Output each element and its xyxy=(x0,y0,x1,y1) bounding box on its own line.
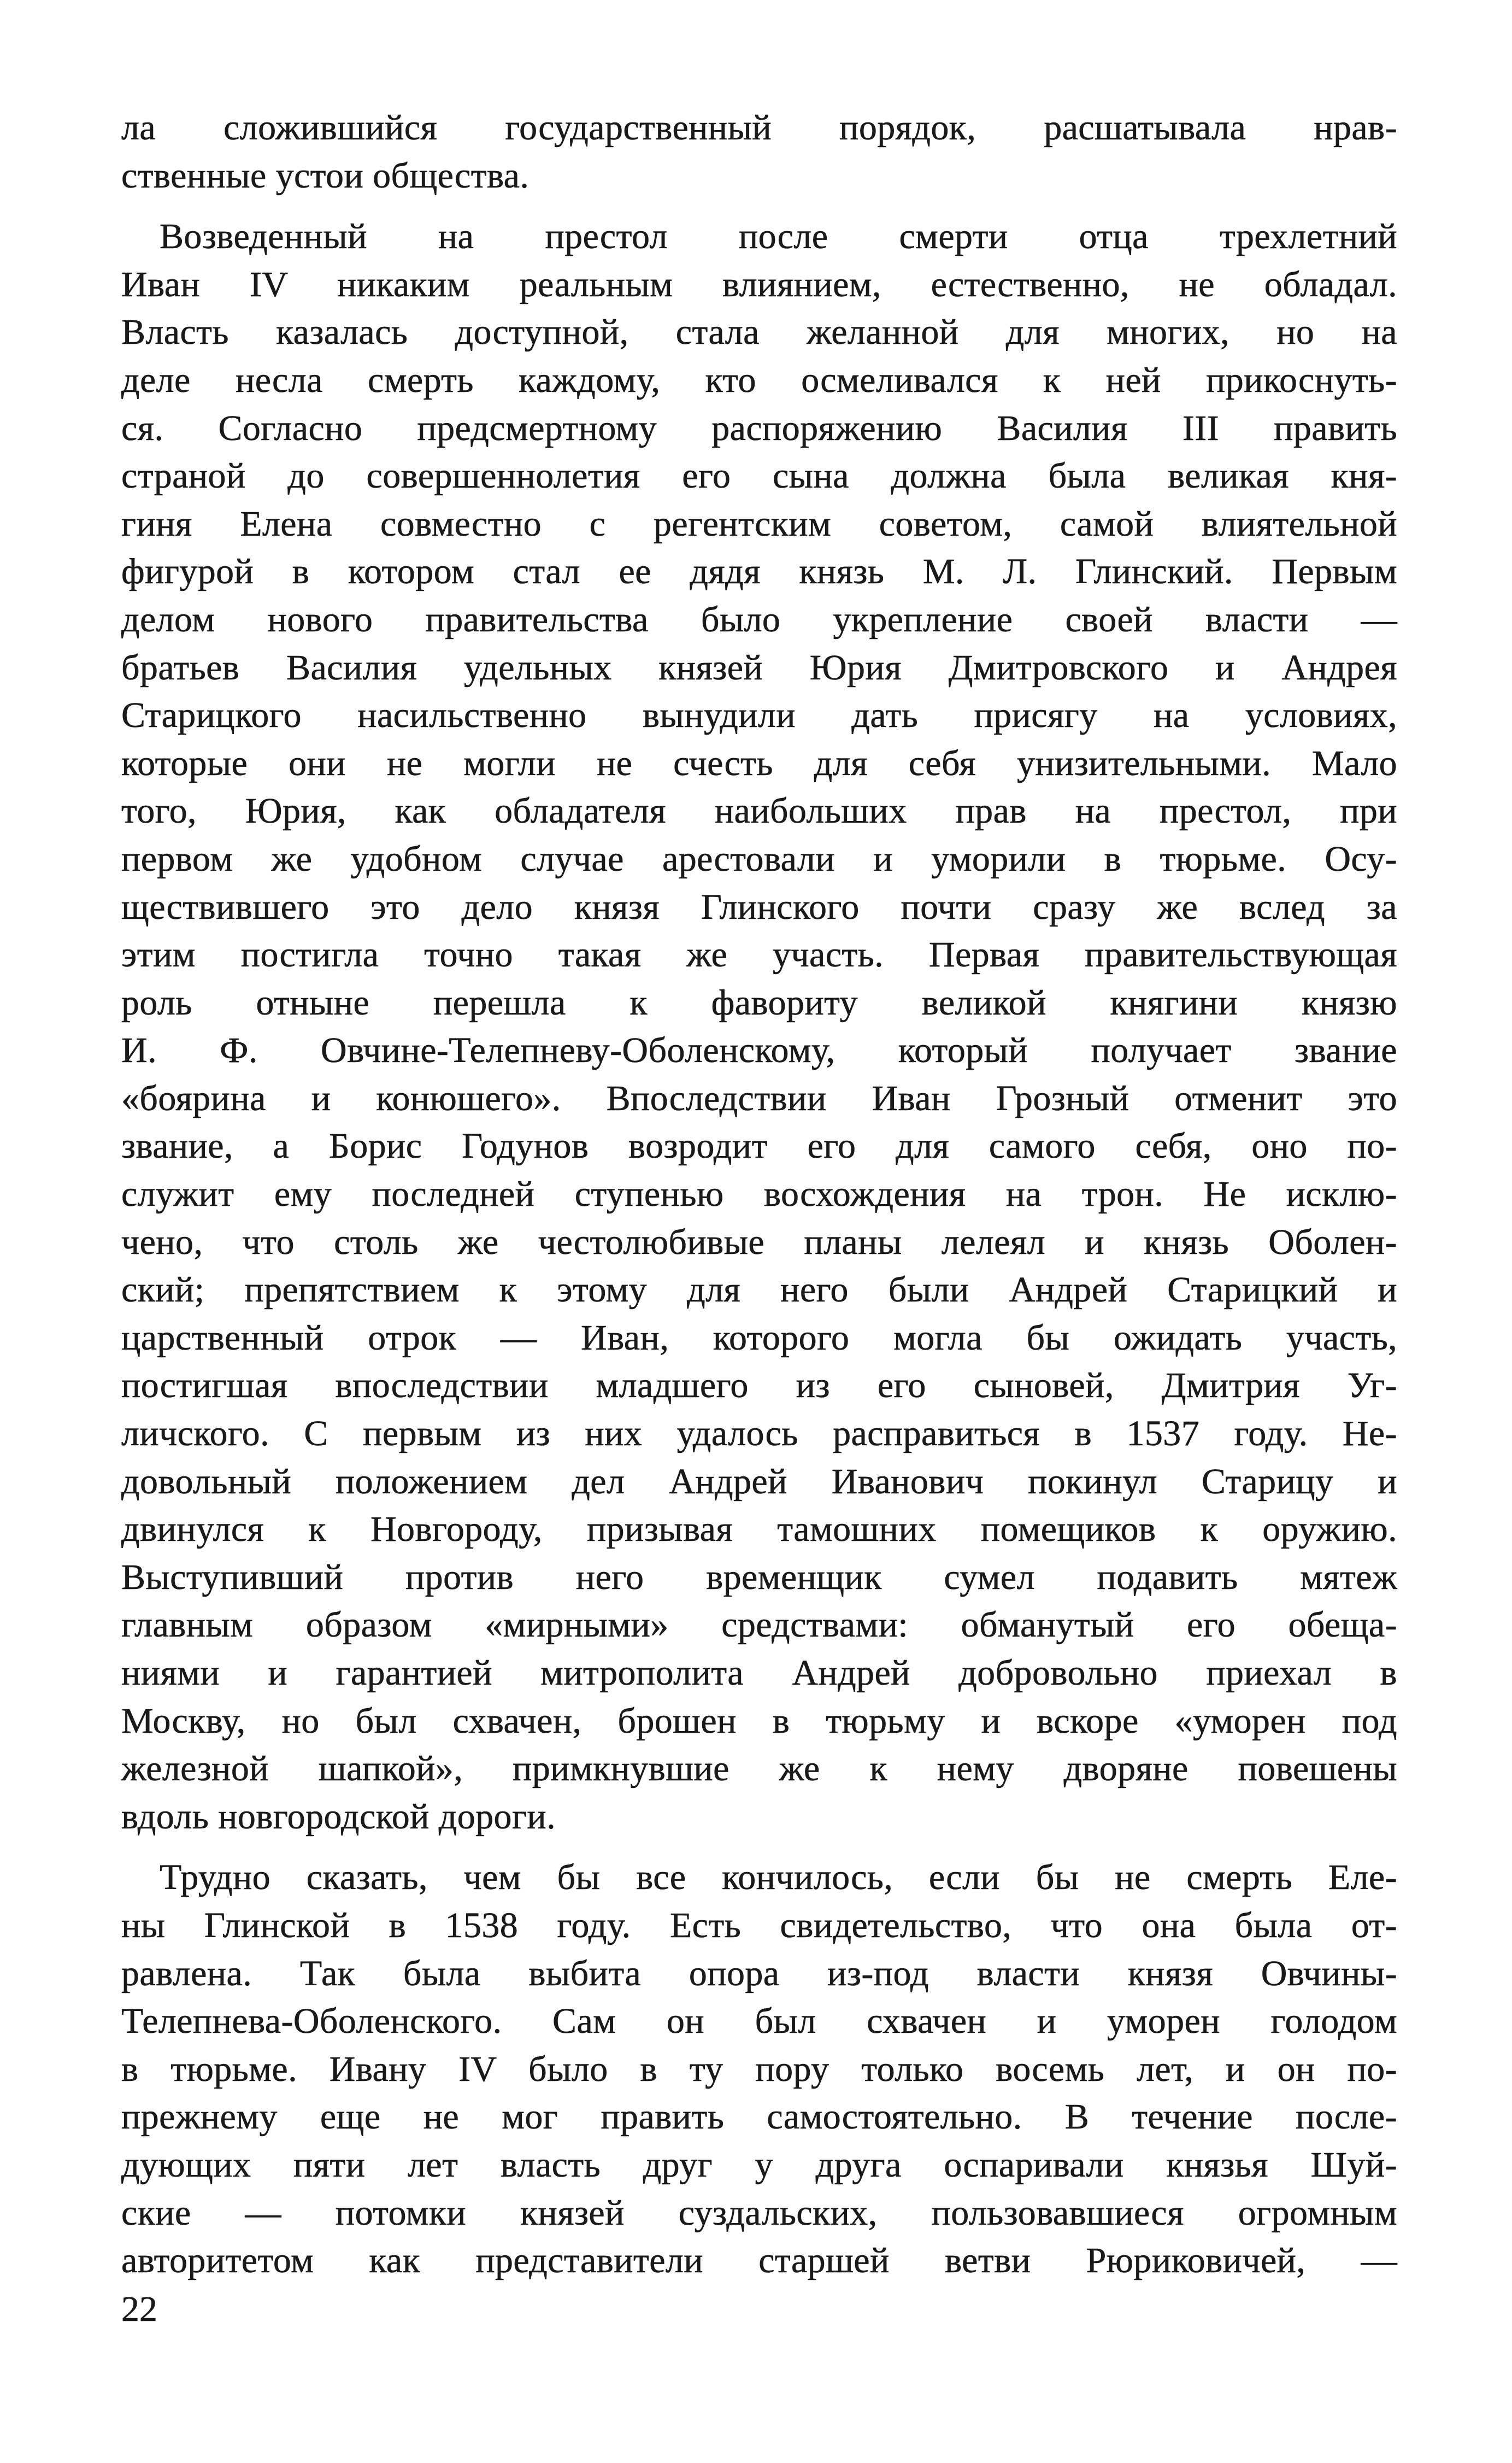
paragraph xyxy=(121,104,1397,200)
text-line: Старицкого насильственно вынудили дать присягу на условиях, xyxy=(121,695,1397,736)
text-line: ны Глинской в 1538 году. Есть свидетельство, что она была от- xyxy=(121,1905,1397,1945)
text-line: довольный положением дел Андрей Иванович покинул Старицу и xyxy=(121,1461,1397,1502)
text-line: постигшая впоследствии младшего из его сыновей, Дмитрия Уг- xyxy=(121,1365,1397,1406)
text-line: ские — потомки князей суздальских, пользовавшиеся огромным xyxy=(121,2192,1397,2233)
text-line: братьев Василия удельных князей Юрия Дмитровского и Андрея xyxy=(121,647,1397,688)
text-line: ществившего это дело князя Глинского почти сразу же вслед за xyxy=(121,887,1397,927)
text-line: Телепнева-Оболенского. Сам он был схвачен и уморен голодом xyxy=(121,2001,1397,2042)
paragraph xyxy=(121,1854,1397,2284)
text-line: этим постигла точно такая же участь. Первая правительствующая xyxy=(121,935,1397,975)
page-number: 22 xyxy=(121,2289,157,2329)
paragraph xyxy=(121,213,1397,1840)
text-line: роль отныне перешла к фавориту великой княгини князю xyxy=(121,982,1397,1023)
text-line: ла сложившийся государственный порядок, расшатывала нрав- xyxy=(121,108,1397,148)
text-line: Москву, но был схвачен, брошен в тюрьму и вскоре «уморен под xyxy=(121,1700,1397,1741)
text-line: И. Ф. Овчине-Телепневу-Оболенскому, который получает звание xyxy=(121,1030,1397,1071)
text-line: прежнему еще не мог править самостоятельно. В течение после- xyxy=(121,2097,1397,2137)
text-line: которые они не могли не счесть для себя унизительными. Мало xyxy=(121,743,1397,783)
text-line: главным образом «мирными» средствами: обманутый его обеща- xyxy=(121,1605,1397,1645)
text-line: служит ему последней ступенью восхождения на трон. Не исклю- xyxy=(121,1174,1397,1215)
text-line: Выступивший против него временщик сумел подавить мятеж xyxy=(121,1557,1397,1597)
text-line: железной шапкой», примкнувшие же к нему дворяне повешены xyxy=(121,1749,1397,1789)
text-line: чено, что столь же честолюбивые планы лелеял и князь Оболен- xyxy=(121,1222,1397,1262)
text-line: «боярина и конюшего». Впоследствии Иван Грозный отменит это xyxy=(121,1078,1397,1118)
text-line: ственные устои общества. xyxy=(121,155,530,196)
text-line: делом нового правительства было укрепление своей власти — xyxy=(121,599,1397,640)
text-line: царственный отрок — Иван, которого могла бы ожидать участь, xyxy=(121,1317,1397,1358)
text-line: равлена. Так была выбита опора из-под власти князя Овчины- xyxy=(121,1953,1397,1993)
page-body xyxy=(121,104,1397,2285)
text-line: ниями и гарантией митрополита Андрей добровольно приехал в xyxy=(121,1653,1397,1693)
text-line: вдоль новгородской дороги. xyxy=(121,1796,556,1837)
text-line: первом же удобном случае арестовали и уморили в тюрьме. Осу- xyxy=(121,838,1397,879)
text-line: гиня Елена совместно с регентским советом, самой влиятельной xyxy=(121,503,1397,544)
text-line: деле несла смерть каждому, кто осмеливался к ней прикоснуть- xyxy=(121,360,1397,400)
text-line: в тюрьме. Ивану IV было в ту пору только восемь лет, и он по- xyxy=(121,2049,1397,2089)
text-line: Трудно сказать, чем бы все кончилось, если бы не смерть Еле- xyxy=(160,1857,1397,1898)
text-line: фигурой в котором стал ее дядя князь М. Л. Глинский. Первым xyxy=(121,552,1397,592)
text-line: страной до совершеннолетия его сына должна была великая кня- xyxy=(121,456,1397,496)
text-line: дующих пяти лет власть друг у друга оспаривали князья Шуй- xyxy=(121,2144,1397,2185)
text-line: авторитетом как представители старшей ветви Рюриковичей, — xyxy=(121,2241,1397,2281)
text-line: ся. Согласно предсмертному распоряжению Василия III править xyxy=(121,408,1397,448)
text-line: Власть казалась доступной, стала желанной для многих, но на xyxy=(121,312,1397,353)
text-line: Иван IV никаким реальным влиянием, естественно, не обладал. xyxy=(121,264,1397,304)
text-line: личского. С первым из них удалось расправиться в 1537 году. Не- xyxy=(121,1414,1397,1454)
text-line: Возведенный на престол после смерти отца трехлетний xyxy=(160,216,1397,257)
text-line: того, Юрия, как обладателя наибольших прав на престол, при xyxy=(121,791,1397,831)
text-line: двинулся к Новгороду, призывая тамошних помещиков к оружию. xyxy=(121,1509,1397,1550)
text-line: ский; препятствием к этому для него были Андрей Старицкий и xyxy=(121,1270,1397,1310)
text-line: звание, а Борис Годунов возродит его для самого себя, оно по- xyxy=(121,1126,1397,1166)
